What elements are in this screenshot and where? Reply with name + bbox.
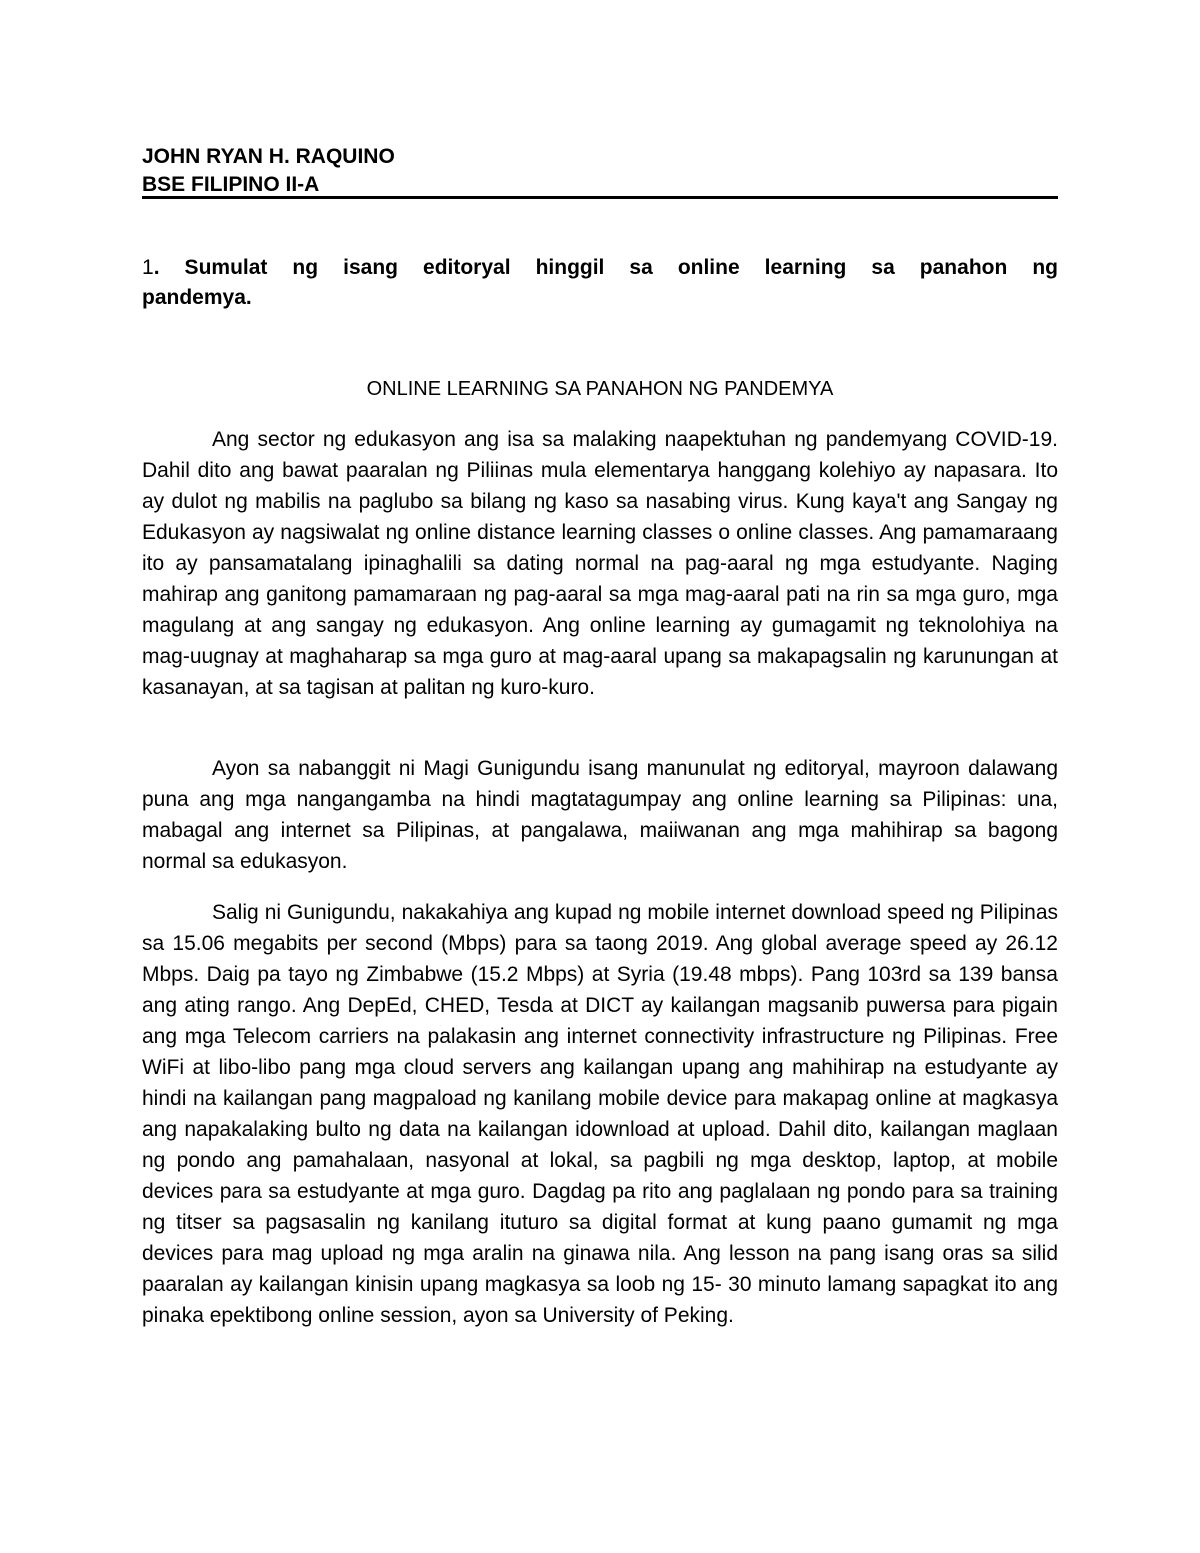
question-number: 1	[142, 256, 154, 279]
author-header	[142, 143, 1058, 199]
author-name: JOHN RYAN H. RAQUINO	[142, 145, 395, 168]
article-title: ONLINE LEARNING SA PANAHON NG PANDEMYA	[366, 378, 834, 400]
article-paragraph: Ang sector ng edukasyon ang isa sa malaking naapektuhan ng pandemyang COVID-19. Dahil dito ang bawat paaralan ng Piliinas mula elementarya hanggang kolehiyo ay napasara. Ito ay dulot ng mabilis na paglubo sa bilang ng kaso sa nasabing virus. Kung kaya't ang Sangay ng Edukasyon ay nagsiwalat ng online distance learning classes o online classes. Ang pamamaraang ito ay pansamatalang ipinaghalili sa dating normal na pag-aaral ng mga estudyante. Naging mahirap ang ganitong pamamaraan ng pag-aaral sa mga mag-aaral pati na rin sa mga guro, mga magulang at ang sangay ng edukasyon. Ang online learning ay gumagamit ng teknolohiya na mag-uugnay at maghaharap sa mga guro at mag-aaral upang sa makapagsalin ng karunungan at kasanayan, at sa tagisan at palitan ng kuro-kuro.	[142, 428, 1058, 699]
article-paragraph: Ayon sa nabanggit ni Magi Gunigundu isang manunulat ng editoryal, mayroon dalawang puna ang mga nangangamba na hindi magtatagumpay ang online learning sa Pilipinas: una, mabagal ang internet sa Pilipinas, at pangalawa, maiiwanan ang mga mahihirap sa bagong normal sa edukasyon.	[142, 757, 1058, 873]
article-paragraph: Salig ni Gunigundu, nakakahiya ang kupad ng mobile internet download speed ng Pilipinas sa 15.06 megabits per second (Mbps) para sa taong 2019. Ang global average speed ay 26.12 Mbps. Daig pa tayo ng Zimbabwe (15.2 Mbps) at Syria (19.48 mbps). Pang 103rd sa 139 bansa ang ating rango. Ang DepEd, CHED, Tesda at DICT ay kailangan magsanib puwersa para pigain ang mga Telecom carriers na palakasin ang internet connectivity infrastructure ng Pilipinas. Free WiFi at libo-libo pang mga cloud servers ang kailangan upang ang mahihirap na estudyante ay hindi na kailangan pang magpaload ng kanilang mobile device para makapag online at magkasya ang napakalaking bulto ng data na kailangan idownload at upload. Dahil dito, kailangan maglaan ng pondo ang pamahalaan, nasyonal at lokal, sa pagbili ng mga desktop, laptop, at mobile devices para sa estudyante at mga guro. Dagdag pa rito ang paglalaan ng pondo para sa training ng titser sa pagsasalin ng kanilang ituturo sa digital format at kung paano gumamit ng mga devices para mag upload ng mga aralin na ginawa nila. Ang lesson na pang isang oras sa silid paaralan ay kailangan kinisin upang magkasya sa loob ng 15- 30 minuto lamang sapagkat ito ang pinaka epektibong online session, ayon sa University of Peking.	[142, 901, 1058, 1327]
question-text: . Sumulat ng isang editoryal hinggil sa online learning sa panahon ng pandemya.	[142, 256, 1058, 309]
header-divider	[142, 196, 1058, 199]
question-prompt	[142, 253, 1058, 313]
author-course: BSE FILIPINO II-A	[142, 173, 320, 196]
